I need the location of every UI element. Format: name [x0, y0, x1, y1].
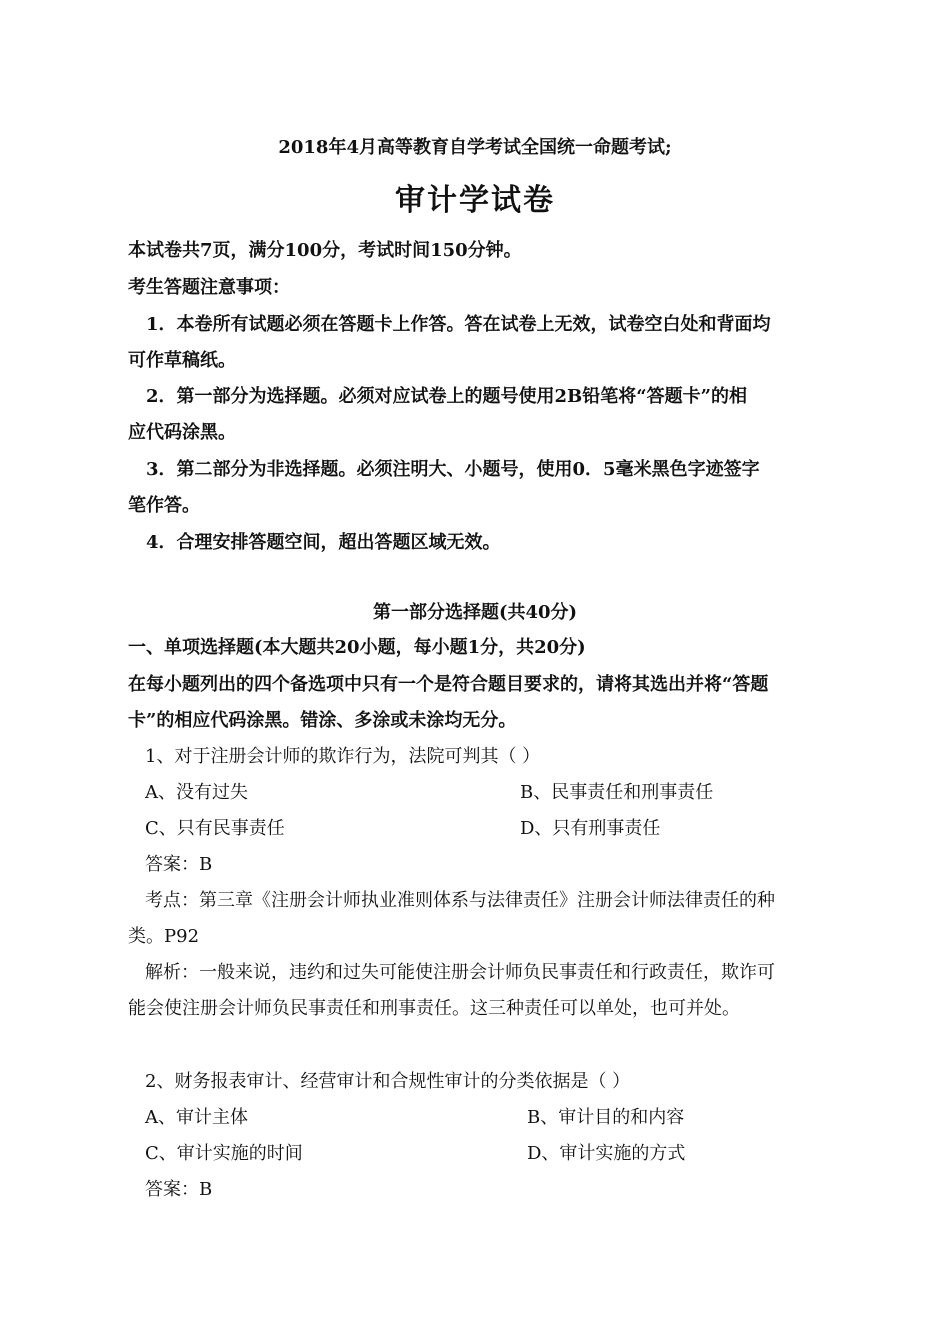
exam-summary: 本试卷共7页，满分100分，考试时间150分钟。 — [128, 240, 522, 261]
notice-item-3-line1: 3．第二部分为非选择题。必须注明大、小题号，使用0．5毫米黑色字迹签字 — [146, 459, 760, 480]
question-2-option-a: A、审计主体 — [145, 1107, 248, 1128]
question-1-point-line2: 类。P92 — [128, 926, 200, 947]
question-1-option-c: C、只有民事责任 — [145, 818, 285, 839]
notice-item-1-line1: 1．本卷所有试题必须在答题卡上作答。答在试卷上无效，试卷空白处和背面均 — [146, 314, 771, 335]
section-heading: 一、单项选择题(本大题共20小题，每小题1分，共20分) — [128, 637, 586, 658]
question-1-analysis-line1: 解析：一般来说，违约和过失可能使注册会计师负民事责任和行政责任，欺诈可 — [145, 962, 775, 983]
notice-item-1-line2: 可作草稿纸。 — [128, 350, 236, 371]
question-1-stem: 1、对于注册会计师的欺诈行为，法院可判其（ ） — [145, 746, 541, 767]
question-1-answer: 答案：B — [145, 854, 213, 875]
part1-heading: 第一部分选择题(共40分) — [372, 602, 578, 623]
question-1-option-b: B、民事责任和刑事责任 — [520, 782, 714, 803]
question-1-analysis-line2: 能会使注册会计师负民事责任和刑事责任。这三种责任可以单处，也可并处。 — [128, 998, 740, 1019]
notice-heading: 考生答题注意事项： — [128, 277, 290, 298]
notice-item-2-line1: 2．第一部分为选择题。必须对应试卷上的题号使用2B铅笔将“答题卡”的相 — [146, 386, 747, 407]
question-1-point-line1: 考点：第三章《注册会计师执业准则体系与法律责任》注册会计师法律责任的种 — [145, 890, 775, 911]
page-title: 审计学试卷 — [395, 183, 555, 218]
question-1-option-d: D、只有刑事责任 — [520, 818, 661, 839]
notice-item-2-line2: 应代码涂黑。 — [128, 422, 236, 443]
question-2-stem: 2、财务报表审计、经营审计和合规性审计的分类依据是（ ） — [145, 1071, 631, 1092]
notice-item-4: 4．合理安排答题空间，超出答题区域无效。 — [146, 532, 501, 553]
exam-header-line: 2018年4月高等教育自学考试全国统一命题考试; — [278, 137, 672, 158]
question-2-answer: 答案：B — [145, 1179, 213, 1200]
question-2-option-c: C、审计实施的时间 — [145, 1143, 303, 1164]
question-2-option-d: D、审计实施的方式 — [527, 1143, 686, 1164]
question-1-option-a: A、没有过失 — [145, 782, 248, 803]
instruction-line1: 在每小题列出的四个备选项中只有一个是符合题目要求的，请将其选出并将“答题 — [128, 674, 769, 695]
notice-item-3-line2: 笔作答。 — [128, 495, 200, 516]
question-2-option-b: B、审计目的和内容 — [527, 1107, 685, 1128]
instruction-line2: 卡”的相应代码涂黑。错涂、多涂或未涂均无分。 — [128, 710, 517, 731]
